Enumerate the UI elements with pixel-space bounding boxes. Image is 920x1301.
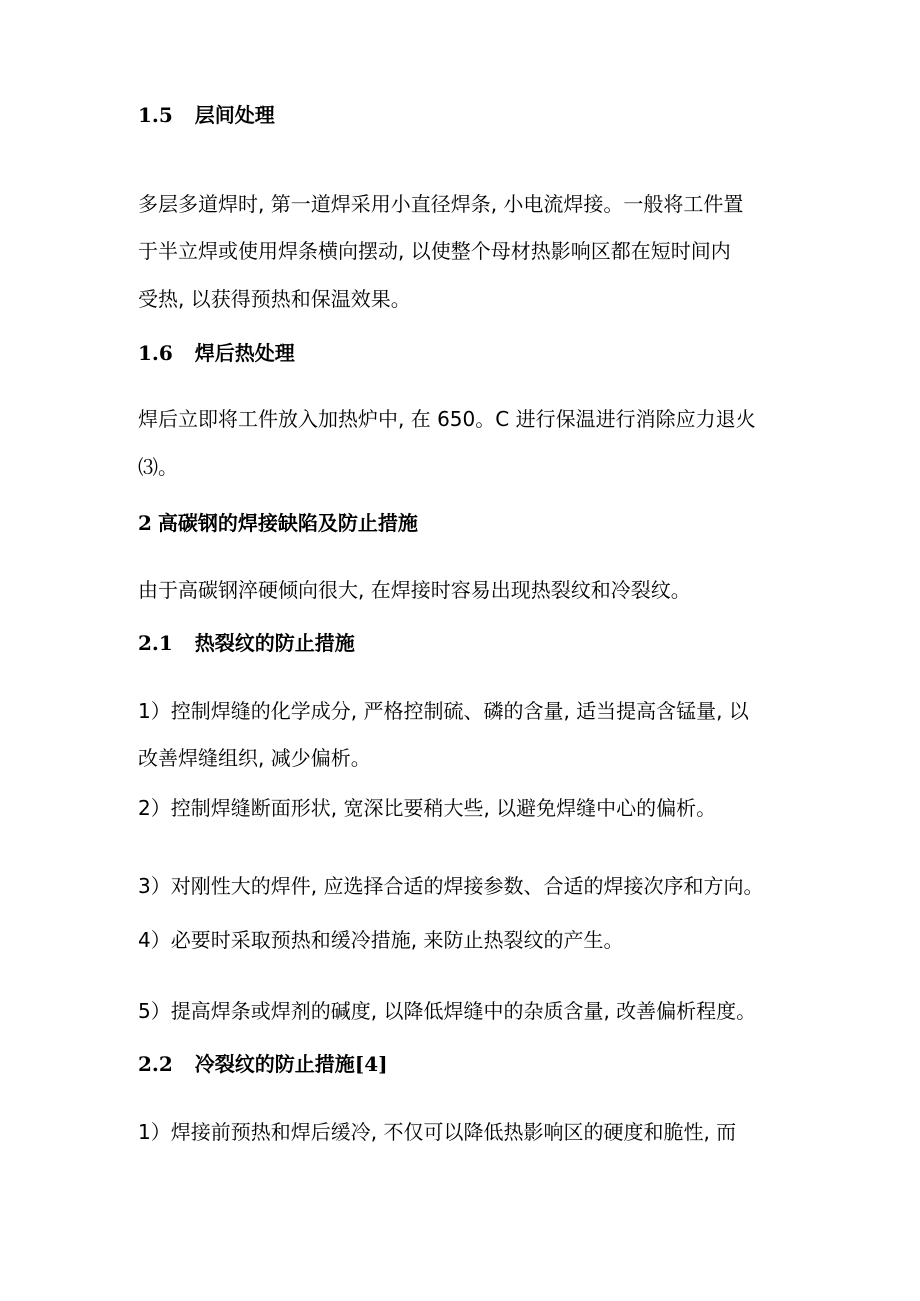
paragraph-line: 焊后立即将工件放入加热炉中, 在 650。C 进行保温进行消除应力退火: [138, 407, 756, 431]
paragraph-line: ⑶。: [138, 455, 178, 479]
section-heading-2-1: [138, 628, 355, 658]
section-heading-2-2: [138, 1049, 388, 1079]
section-number: 2.2: [138, 1052, 173, 1076]
list-item-line: 4）必要时采取预热和缓冷措施, 来防止热裂纹的产生。: [138, 928, 624, 952]
section-heading-2: [138, 508, 418, 538]
section-heading-1-6: [138, 338, 295, 368]
section-number: 2: [138, 511, 152, 535]
section-number: 1.6: [138, 341, 173, 365]
list-item-line: 3）对刚性大的焊件, 应选择合适的焊接参数、合适的焊接次序和方向。: [138, 874, 764, 898]
paragraph-line: 于半立焊或使用焊条横向摆动, 以使整个母材热影响区都在短时间内: [138, 239, 731, 263]
section-title: 热裂纹的防止措施: [194, 631, 355, 655]
section-title: 焊后热处理: [194, 341, 295, 365]
paragraph-line: 由于高碳钢淬硬倾向很大, 在焊接时容易出现热裂纹和冷裂纹。: [138, 578, 691, 602]
section-heading-1-5: [138, 100, 275, 130]
paragraph-line: 多层多道焊时, 第一道焊采用小直径焊条, 小电流焊接。一般将工件置: [138, 192, 744, 216]
list-item-line: 1）焊接前预热和焊后缓冷, 不仅可以降低热影响区的硬度和脆性, 而: [138, 1120, 737, 1144]
list-item-line: 改善焊缝组织, 减少偏析。: [138, 746, 371, 770]
section-number: 2.1: [138, 631, 173, 655]
list-item-line: 5）提高焊条或焊剂的碱度, 以降低焊缝中的杂质含量, 改善偏析程度。: [138, 999, 757, 1023]
section-title: 层间处理: [194, 103, 275, 127]
list-item-line: 2）控制焊缝断面形状, 宽深比要稍大些, 以避免焊缝中心的偏析。: [138, 796, 717, 820]
section-title: 冷裂纹的防止措施[4]: [194, 1052, 388, 1076]
list-item-line: 1）控制焊缝的化学成分, 严格控制硫、磷的含量, 适当提高含锰量, 以: [138, 699, 749, 723]
section-title: 高碳钢的焊接缺陷及防止措施: [157, 511, 418, 535]
section-number: 1.5: [138, 103, 173, 127]
paragraph-line: 受热, 以获得预热和保温效果。: [138, 287, 411, 311]
